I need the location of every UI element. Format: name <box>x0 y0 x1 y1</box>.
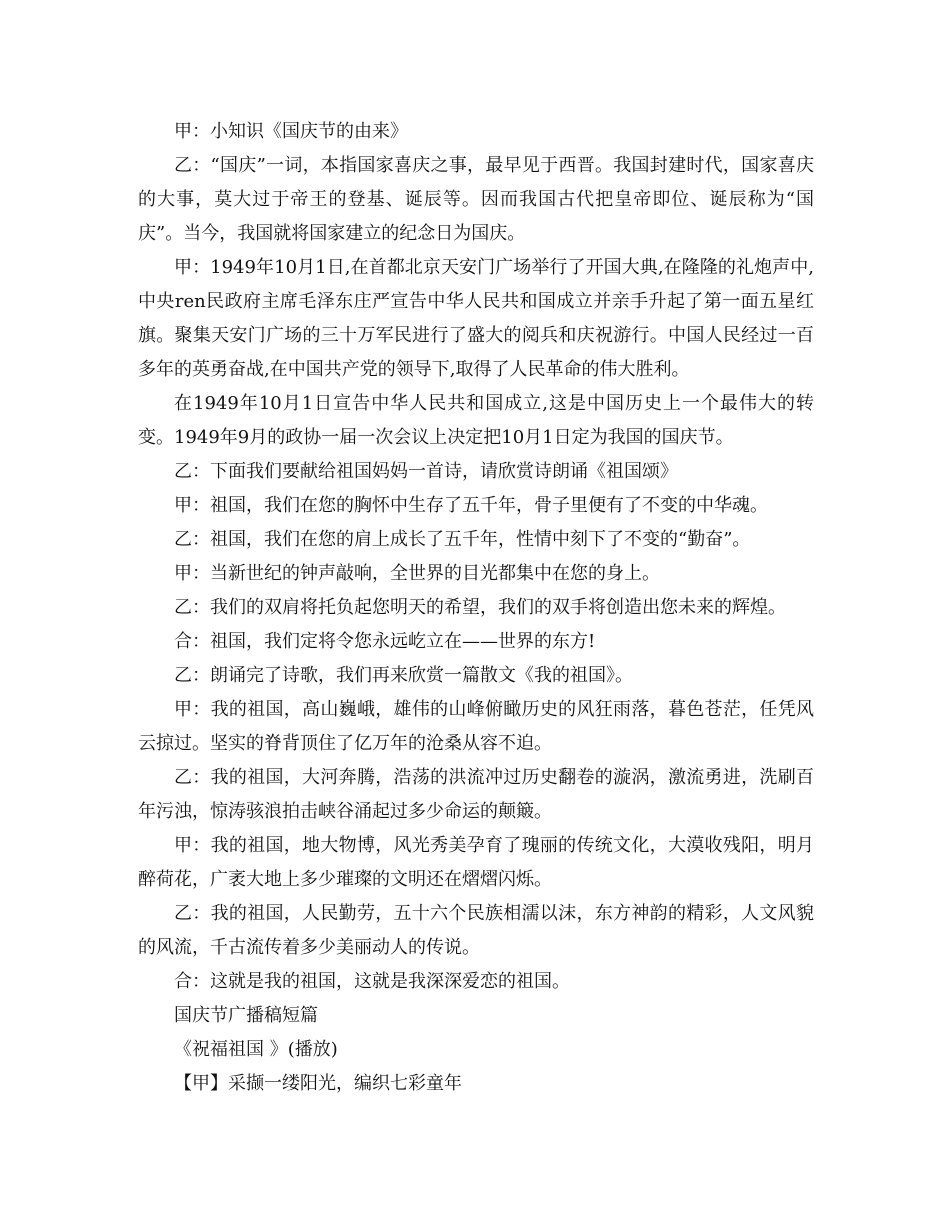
paragraph: 【甲】采撷一缕阳光，编织七彩童年 <box>174 1073 462 1094</box>
paragraph: 甲：小知识《国庆节的由来》 <box>174 121 408 142</box>
paragraph: 合：这就是我的祖国，这就是我深深爱恋的祖国。 <box>174 971 570 992</box>
paragraph: 乙：下面我们要献给祖国妈妈一首诗，请欣赏诗朗诵《祖国颂》 <box>174 461 678 482</box>
paragraph: 甲：我的祖国，地大物博，风光秀美孕育了瑰丽的传统文化，大漠收残阳，明月醉荷花，广袤大地上多少璀璨的文明还在熠熠闪烁。 <box>138 835 814 890</box>
paragraph: 甲：祖国，我们在您的胸怀中生存了五千年，骨子里便有了不变的中华魂。 <box>174 495 768 516</box>
paragraph: 乙：“国庆”一词，本指国家喜庆之事，最早见于西晋。我国封建时代，国家喜庆的大事，莫大过于帝王的登基、诞辰等。因而我国古代把皇帝即位、诞辰称为“国庆”。当今，我国就将国家建立的纪念日为国庆。 <box>138 155 814 244</box>
paragraph: 合：祖国，我们定将令您永远屹立在——世界的东方! <box>174 631 596 652</box>
paragraph: 乙：朗诵完了诗歌，我们再来欣赏一篇散文《我的祖国》。 <box>174 665 633 686</box>
paragraph: 乙：祖国，我们在您的肩上成长了五千年，性情中刻下了不变的“勤奋”。 <box>174 529 751 550</box>
paragraph: 《祝福祖国 》(播放) <box>174 1039 338 1060</box>
paragraph: 国庆节广播稿短篇 <box>174 1005 318 1026</box>
paragraph: 乙：我的祖国，大河奔腾，浩荡的洪流冲过历史翻卷的漩涡，激流勇进，洗刷百年污浊，惊涛骇浪拍击峡谷涌起过多少命运的颠簸。 <box>138 767 814 822</box>
document-body <box>138 115 814 1101</box>
paragraph: 甲：当新世纪的钟声敲响，全世界的目光都集中在您的身上。 <box>174 563 660 584</box>
paragraph: 在1949年10月1日宣告中华人民共和国成立,这是中国历史上一个最伟大的转变。1949年9月的政协一届一次会议上决定把10月1日定为我国的国庆节。 <box>138 393 814 448</box>
paragraph: 乙：我的祖国，人民勤劳，五十六个民族相濡以沫，东方神韵的精彩，人文风貌的风流，千古流传着多少美丽动人的传说。 <box>138 903 814 958</box>
paragraph: 甲：1949年10月1日,在首都北京天安门广场举行了开国大典,在隆隆的礼炮声中,中央ren民政府主席毛泽东庄严宣告中华人民共和国成立并亲手升起了第一面五星红旗。聚集天安门广场的三十万军民进行了盛大的阅兵和庆祝游行。中国人民经过一百多年的英勇奋战,在中国共产党的领导下,取得了人民革命的伟大胜利。 <box>138 257 814 380</box>
paragraph: 甲：我的祖国，高山巍峨，雄伟的山峰俯瞰历史的风狂雨落，暮色苍茫，任凭风云掠过。坚实的脊背顶住了亿万年的沧桑从容不迫。 <box>138 699 814 754</box>
paragraph: 乙：我们的双肩将托负起您明天的希望，我们的双手将创造出您未来的辉煌。 <box>174 597 786 618</box>
